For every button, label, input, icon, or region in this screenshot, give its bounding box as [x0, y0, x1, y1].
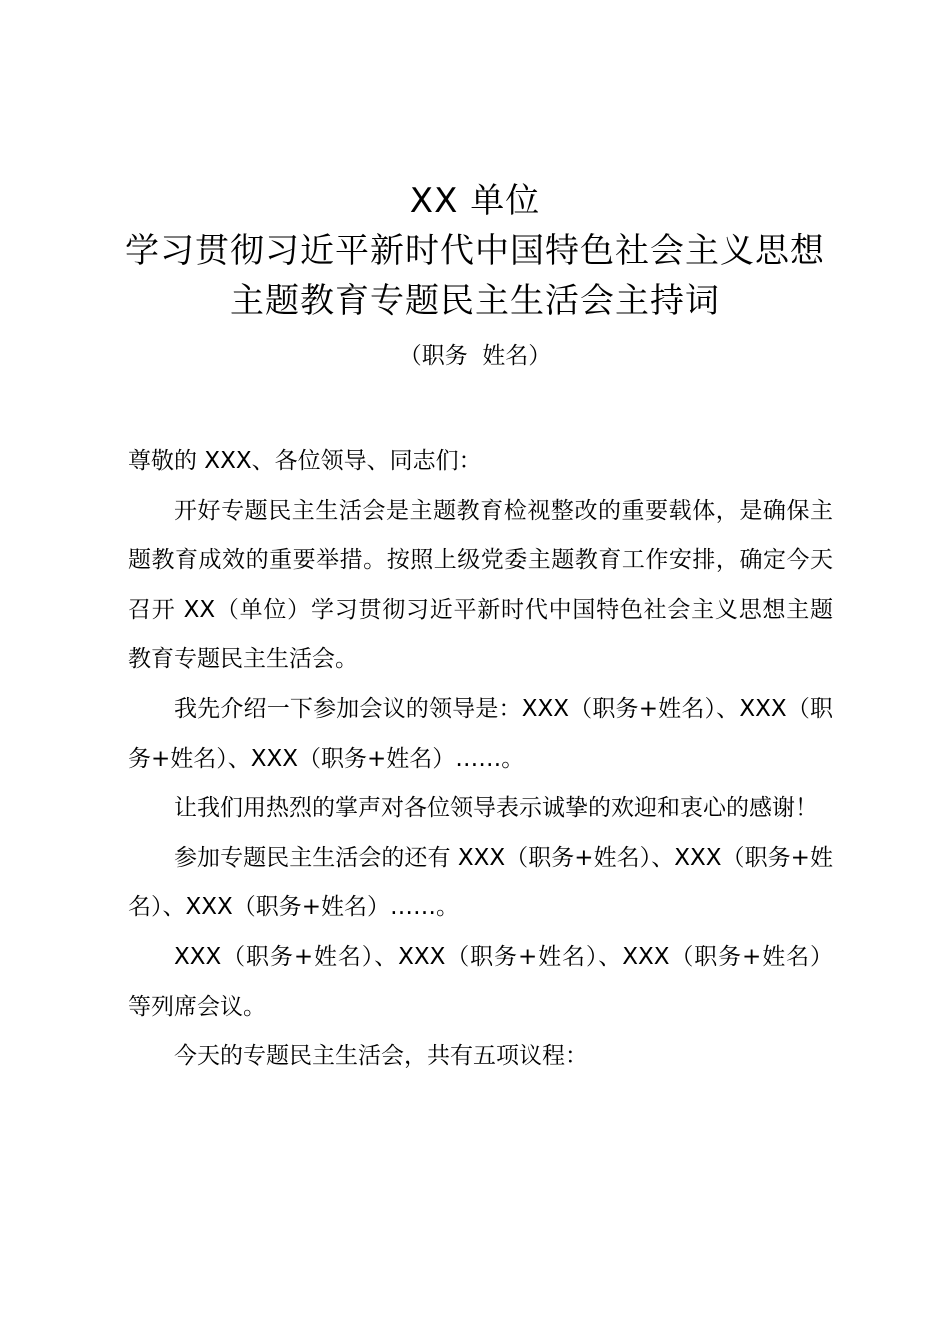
paragraph-attendees: XXX（职务+姓名）、XXX（职务+姓名）、XXX（职务+姓名）等列席会议。 [128, 943, 833, 1020]
paragraph-participants: 参加专题民主生活会的还有 XXX（职务+姓名）、XXX（职务+姓名）、XXX（职务+姓名）……。 [128, 844, 833, 921]
title-line-unit: XX 单位 [409, 181, 541, 221]
paragraph-welcome: 让我们用热烈的掌声对各位领导表示诚挚的欢迎和衷心的感谢！ [174, 795, 818, 822]
document-title [0, 176, 950, 326]
document-subtitle: （职务 姓名） [398, 343, 552, 369]
salutation: 尊敬的 XXX、各位领导、同志们： [128, 448, 482, 474]
paragraph-leaders: 我先介绍一下参加会议的领导是：XXX（职务+姓名）、XXX（职务+姓名）、XXX（职务+姓名）……。 [128, 695, 833, 772]
title-line-meeting: 主题教育专题民主生活会主持词 [230, 281, 720, 321]
paragraph-intro: 开好专题民主生活会是主题教育检视整改的重要载体，是确保主题教育成效的重要举措。按照上级党委主题教育工作安排，确定今天召开 XX（单位）学习贯彻习近平新时代中国特色社会主义思想主题教育专题民主生活会。 [128, 497, 833, 673]
title-line-topic: 学习贯彻习近平新时代中国特色社会主义思想 [125, 231, 825, 271]
paragraph-agenda: 今天的专题民主生活会，共有五项议程： [174, 1043, 588, 1070]
document-body [128, 437, 833, 1082]
